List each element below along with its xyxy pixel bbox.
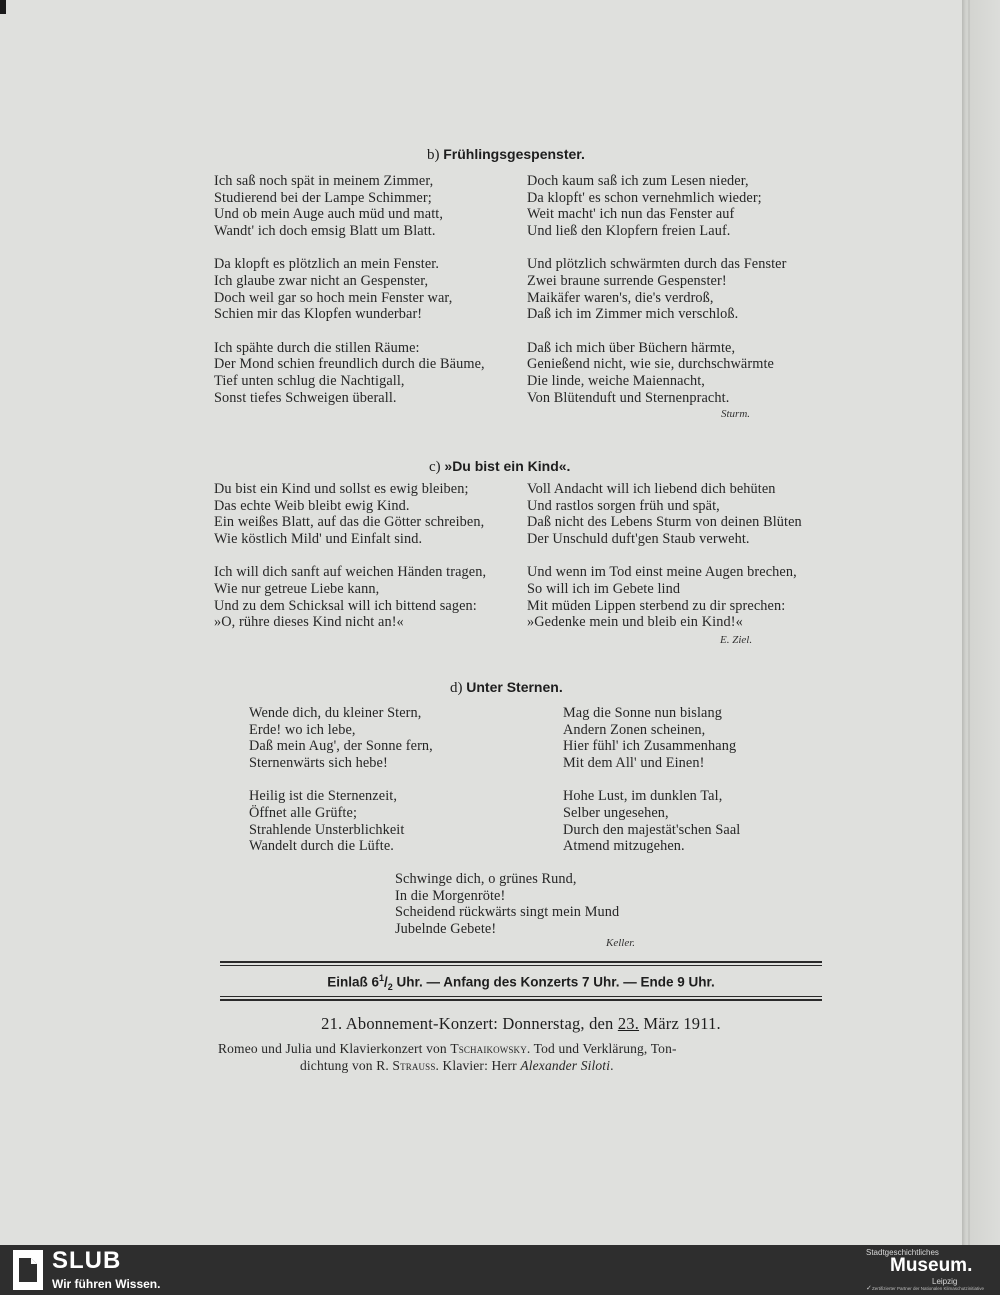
soloist-name: Alexander Siloti bbox=[520, 1058, 611, 1073]
verse-line: Wandelt durch die Lüfte. bbox=[249, 838, 394, 855]
verse-line: Schwinge dich, o grünes Rund, bbox=[395, 871, 577, 887]
stanza bbox=[527, 256, 787, 322]
museum-name[interactable]: Museum. bbox=[890, 1255, 973, 1276]
verse-line: Selber ungesehen, bbox=[563, 804, 669, 821]
museum-city: Leipzig bbox=[932, 1277, 958, 1286]
verse-line: Und zu dem Schicksal will ich bittend sagen: bbox=[214, 597, 477, 614]
poem-title-c bbox=[429, 458, 570, 476]
verse-line: Daß ich im Zimmer mich verschloß. bbox=[527, 306, 739, 323]
program-text: . bbox=[610, 1058, 614, 1073]
poem-c-right-column bbox=[527, 481, 802, 631]
verse-line: Das echte Weib bleibt ewig Kind. bbox=[214, 497, 410, 514]
verse-line: Andern Zonen scheinen, bbox=[563, 721, 706, 738]
stanza-gap bbox=[563, 771, 740, 788]
page-fold-line bbox=[968, 0, 970, 1245]
verse-line: Doch kaum saß ich zum Lesen nieder, bbox=[527, 173, 749, 189]
verse-line: Daß ich mich über Büchern härmte, bbox=[527, 339, 736, 356]
notice-fraction-denominator: 2 bbox=[387, 982, 393, 993]
poem-label: d) bbox=[450, 680, 463, 696]
program-text: . Klavier: Herr bbox=[435, 1058, 521, 1073]
verse-line: Tief unten schlug die Nachtigall, bbox=[214, 372, 405, 389]
poem-b-right-column bbox=[527, 173, 787, 406]
verse-line: »Gedenke mein und bleib ein Kind!« bbox=[527, 614, 743, 631]
program-text: Romeo und Julia und Klavierkonzert von bbox=[218, 1041, 451, 1056]
poem-b-left-column bbox=[214, 173, 485, 406]
verse-line: Sonst tiefes Schweigen überall. bbox=[214, 389, 397, 406]
verse-line: Daß mein Aug', der Sonne fern, bbox=[249, 738, 433, 755]
verse-line: Maikäfer waren's, die's verdroß, bbox=[527, 289, 714, 306]
stanza-gap bbox=[214, 323, 485, 340]
notice-fraction-slash: / bbox=[383, 974, 388, 990]
museum-partner-note: Zertifizierter Partner der Nationalen Klimaschutzinitiative bbox=[872, 1286, 985, 1291]
composer-name: Tschaikowsky bbox=[450, 1041, 527, 1056]
admission-notice bbox=[220, 973, 822, 992]
next-concert-program-line-1 bbox=[218, 1041, 677, 1057]
poem-d-right-column bbox=[563, 705, 740, 855]
verse-line: Studierend bei der Lampe Schimmer; bbox=[214, 189, 432, 206]
checkmark-icon: ✓ bbox=[866, 1284, 872, 1292]
verse-line: Sternenwärts sich hebe! bbox=[249, 754, 388, 771]
stanza bbox=[214, 256, 485, 322]
verse-line: Die linde, weiche Maiennacht, bbox=[527, 372, 705, 389]
stanza-gap bbox=[527, 323, 787, 340]
museum-kicker: Stadtgeschichtliches bbox=[866, 1248, 939, 1257]
verse-line: Mag die Sonne nun bislang bbox=[563, 705, 722, 721]
poem-title-text: Frühlingsgespenster. bbox=[443, 146, 585, 162]
verse-line: Wende dich, du kleiner Stern, bbox=[249, 705, 422, 721]
next-concert-day: 23. bbox=[617, 1014, 640, 1033]
stanza bbox=[527, 340, 787, 406]
library-name[interactable]: SLUB bbox=[52, 1247, 122, 1274]
verse-line: Wandt' ich doch emsig Blatt um Blatt. bbox=[214, 222, 436, 239]
verse-line: Daß nicht des Lebens Sturm von deinen Blüten bbox=[527, 514, 802, 531]
verse-line: Ich spähte durch die stillen Räume: bbox=[214, 339, 420, 356]
verse-line: Hier fühl' ich Zusammenhang bbox=[563, 738, 737, 755]
verse-line: Ich glaube zwar nicht an Gespenster, bbox=[214, 272, 429, 289]
verse-line: Ich will dich sanft auf weichen Händen tragen, bbox=[214, 564, 487, 581]
verse-line: Und rastlos sorgen früh und spät, bbox=[527, 497, 720, 514]
program-text: . Tod und Verklärung, Ton- bbox=[526, 1041, 677, 1056]
poem-label: b) bbox=[427, 147, 440, 163]
poem-d-author: Keller. bbox=[606, 937, 636, 949]
verse-line: Ich saß noch spät in meinem Zimmer, bbox=[214, 173, 434, 189]
stanza bbox=[395, 871, 619, 937]
stanza-gap bbox=[249, 771, 433, 788]
verse-line: Öffnet alle Grüfte; bbox=[249, 804, 358, 821]
verse-line: Da klopft' es schon vernehmlich wieder; bbox=[527, 189, 762, 206]
verse-line: Atmend mitzugehen. bbox=[563, 838, 685, 855]
stanza-gap bbox=[214, 239, 485, 256]
verse-line: Jubelnde Gebete! bbox=[395, 920, 497, 937]
verse-line: Von Blütenduft und Sternenpracht. bbox=[527, 389, 730, 406]
verse-line: Der Mond schien freundlich durch die Bäume, bbox=[214, 356, 485, 373]
next-concert-month-year: März 1911. bbox=[639, 1014, 721, 1033]
notice-rule-top-thin bbox=[220, 965, 822, 966]
stanza bbox=[214, 173, 485, 239]
verse-line: Hohe Lust, im dunklen Tal, bbox=[563, 788, 723, 805]
notice-fraction-numerator: 1 bbox=[378, 973, 384, 983]
poem-title-text: »Du bist ein Kind«. bbox=[444, 458, 571, 474]
verse-line: So will ich im Gebete lind bbox=[527, 580, 681, 597]
library-slogan: Wir führen Wissen. bbox=[52, 1277, 161, 1291]
verse-line: Schien mir das Klopfen wunderbar! bbox=[214, 306, 423, 323]
stanza bbox=[527, 564, 802, 630]
verse-line: Mit müden Lippen sterbend zu dir sprechen: bbox=[527, 597, 786, 614]
poem-title-b bbox=[427, 146, 585, 164]
verse-line: Scheidend rückwärts singt mein Mund bbox=[395, 904, 620, 921]
notice-rule-bottom-thin bbox=[220, 996, 822, 997]
stanza bbox=[249, 788, 433, 854]
verse-line: Mit dem All' und Einen! bbox=[563, 754, 705, 771]
poem-b-author: Sturm. bbox=[721, 408, 751, 420]
poem-c-author: E. Ziel. bbox=[720, 634, 753, 646]
verse-line: Zwei braune surrende Gespenster! bbox=[527, 272, 727, 289]
program-text: dichtung von R. bbox=[300, 1058, 393, 1073]
verse-line: Wie nur getreue Liebe kann, bbox=[214, 580, 380, 597]
stanza bbox=[214, 481, 486, 547]
stanza bbox=[249, 705, 433, 771]
notice-rule-bottom-thick bbox=[220, 999, 822, 1001]
next-concert-heading-start: 21. Abonnement-Konzert: Donnerstag, den bbox=[321, 1014, 618, 1033]
verse-line: Und ließ den Klopfern freien Lauf. bbox=[527, 222, 731, 239]
slub-logo-icon[interactable] bbox=[13, 1250, 43, 1290]
stanza-gap bbox=[527, 547, 802, 564]
stanza bbox=[527, 173, 787, 239]
poem-title-text: Unter Sternen. bbox=[466, 679, 563, 695]
poem-c-left-column bbox=[214, 481, 486, 631]
verse-line: Wie köstlich Mild' und Einfalt sind. bbox=[214, 530, 423, 547]
poem-d-closing-stanza bbox=[395, 871, 619, 937]
verse-line: Du bist ein Kind und sollst es ewig bleiben; bbox=[214, 481, 469, 497]
verse-line: »O, rühre dieses Kind nicht an!« bbox=[214, 614, 404, 631]
verse-line: Und plötzlich schwärmten durch das Fenster bbox=[527, 256, 787, 273]
verse-line: In die Morgenröte! bbox=[395, 887, 506, 904]
verse-line: Doch weil gar so hoch mein Fenster war, bbox=[214, 289, 453, 306]
verse-line: Und wenn im Tod einst meine Augen brechen, bbox=[527, 564, 797, 581]
stanza-gap bbox=[214, 547, 486, 564]
verse-line: Da klopft es plötzlich an mein Fenster. bbox=[214, 256, 440, 273]
stanza-gap bbox=[527, 239, 787, 256]
poem-d-left-column bbox=[249, 705, 433, 855]
verse-line: Heilig ist die Sternenzeit, bbox=[249, 788, 398, 805]
verse-line: Erde! wo ich lebe, bbox=[249, 721, 356, 738]
notice-rest: Uhr. — Anfang des Konzerts 7 Uhr. — Ende 9 Uhr. bbox=[392, 974, 715, 990]
scan-corner-mark bbox=[0, 0, 6, 14]
verse-line: Genießend nicht, wie sie, durchschwärmte bbox=[527, 356, 774, 373]
notice-start: Einlaß 6 bbox=[327, 974, 379, 990]
verse-line: Voll Andacht will ich liebend dich behüten bbox=[527, 481, 776, 497]
stanza bbox=[214, 564, 486, 630]
stanza bbox=[563, 788, 740, 854]
verse-line: Und ob mein Auge auch müd und matt, bbox=[214, 206, 444, 223]
stanza bbox=[563, 705, 740, 771]
poem-title-d bbox=[450, 679, 563, 697]
composer-name: Strauss bbox=[392, 1058, 436, 1073]
next-concert-program-line-2 bbox=[300, 1058, 614, 1074]
verse-line: Ein weißes Blatt, auf das die Götter schreiben, bbox=[214, 514, 485, 531]
verse-line: Weit macht' ich nun das Fenster auf bbox=[527, 206, 735, 223]
stanza bbox=[214, 340, 485, 406]
verse-line: Der Unschuld duft'gen Staub verweht. bbox=[527, 530, 750, 547]
verse-line: Strahlende Unsterblichkeit bbox=[249, 821, 405, 838]
stanza bbox=[527, 481, 802, 547]
next-concert-heading bbox=[220, 1014, 822, 1034]
poem-label: c) bbox=[429, 459, 441, 475]
verse-line: Durch den majestät'schen Saal bbox=[563, 821, 741, 838]
notice-rule-top-thick bbox=[220, 961, 822, 963]
